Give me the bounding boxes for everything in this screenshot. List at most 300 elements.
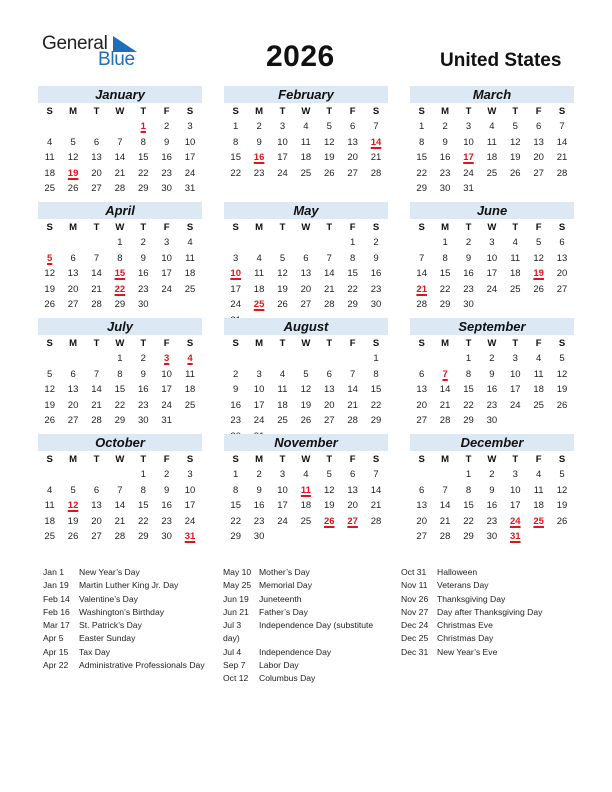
day-cell: 25 xyxy=(184,283,196,295)
day-cell: 20 xyxy=(416,515,427,527)
day-cell: 10 xyxy=(509,484,521,496)
day-cell: 18 xyxy=(300,152,312,163)
weekday-label: S xyxy=(418,338,425,349)
day-cell: 18 xyxy=(277,399,288,411)
month-header: May xyxy=(224,202,388,219)
weekday-label: W xyxy=(115,454,125,465)
day-cell: 28 xyxy=(91,299,102,310)
holiday-date: Dec 31 xyxy=(401,646,429,657)
day-cell: 3 xyxy=(164,237,170,248)
day-cell: 4 xyxy=(536,353,542,364)
day-cell: 16 xyxy=(230,399,241,411)
weekday-label: T xyxy=(279,222,286,233)
day-cell: 31 xyxy=(463,183,474,194)
empty-cell xyxy=(247,235,270,251)
empty-cell xyxy=(433,467,456,483)
weekday-label: F xyxy=(349,106,356,117)
day-cell: 12 xyxy=(323,484,335,496)
day-grid xyxy=(224,351,388,444)
holiday-list-item xyxy=(223,566,373,579)
day-cell: 10 xyxy=(486,252,498,264)
day-cell: 21 xyxy=(370,500,382,511)
day-cell: 9 xyxy=(164,136,170,148)
year-title: 2026 xyxy=(266,40,335,73)
day-cell: 25 xyxy=(486,167,498,179)
month-header: September xyxy=(410,318,574,335)
day-cell: 8 xyxy=(140,484,146,496)
day-cell: 23 xyxy=(486,515,498,527)
day-cell: 3 xyxy=(512,353,518,364)
day-cell: 30 xyxy=(486,531,498,542)
weekday-label: T xyxy=(140,454,147,465)
day-cell: 19 xyxy=(44,399,55,411)
day-cell: 11 xyxy=(254,268,265,279)
empty-cell xyxy=(85,235,108,251)
day-cell: 24 xyxy=(230,299,241,310)
day-cell: 2 xyxy=(465,237,472,248)
holiday-name: Thanksgiving Day xyxy=(437,593,506,604)
day-cell: 20 xyxy=(91,515,102,527)
holiday-day-cell: 5 xyxy=(47,252,53,264)
holiday-date: Nov 27 xyxy=(401,606,429,617)
day-cell: 30 xyxy=(161,531,172,542)
holiday-date: Nov 26 xyxy=(401,593,429,604)
weekday-label: S xyxy=(186,222,194,233)
day-cell: 6 xyxy=(536,121,542,132)
day-cell: 5 xyxy=(559,353,565,364)
weekday-label: M xyxy=(441,454,450,465)
day-grid xyxy=(38,467,202,545)
day-cell: 22 xyxy=(347,283,358,295)
country-title: United States xyxy=(440,50,562,71)
day-cell: 20 xyxy=(556,268,568,279)
day-cell: 13 xyxy=(300,268,312,279)
day-cell: 15 xyxy=(114,384,126,395)
empty-cell xyxy=(247,351,270,367)
weekday-label: W xyxy=(301,454,311,465)
day-cell: 4 xyxy=(256,252,262,264)
weekday-label: S xyxy=(418,454,425,465)
holiday-list-item xyxy=(401,646,542,659)
day-cell: 26 xyxy=(300,415,312,426)
holiday-name: New Year’s Eve xyxy=(437,646,498,657)
holiday-list-item xyxy=(401,606,542,619)
day-cell: 23 xyxy=(486,399,498,411)
holiday-day-cell: 31 xyxy=(184,531,196,542)
day-cell: 24 xyxy=(184,167,196,179)
general-blue-logo xyxy=(42,33,142,73)
day-cell: 15 xyxy=(347,268,358,279)
holiday-day-cell: 27 xyxy=(347,515,358,527)
day-cell: 19 xyxy=(556,500,568,511)
day-cell: 22 xyxy=(439,283,451,295)
day-cell: 22 xyxy=(137,515,149,527)
weekday-label: T xyxy=(512,106,519,117)
day-cell: 11 xyxy=(44,152,55,163)
weekday-label: S xyxy=(232,222,239,233)
holiday-name: Tax Day xyxy=(79,646,111,657)
day-cell: 12 xyxy=(556,484,568,496)
weekday-label: S xyxy=(418,106,425,117)
day-cell: 13 xyxy=(556,252,568,264)
day-cell: 22 xyxy=(230,167,241,179)
day-cell: 2 xyxy=(256,469,262,480)
holiday-name: Easter Sunday xyxy=(79,633,136,644)
holiday-list-column xyxy=(43,566,205,672)
holiday-date: Jun 21 xyxy=(223,606,249,617)
day-cell: 8 xyxy=(117,252,123,264)
weekday-label: W xyxy=(487,106,497,117)
month-december xyxy=(410,434,574,545)
day-cell: 14 xyxy=(114,152,126,163)
weekday-label: F xyxy=(349,454,356,465)
day-cell: 1 xyxy=(233,121,239,132)
holiday-day-cell: 7 xyxy=(442,368,448,380)
day-cell: 26 xyxy=(67,183,79,194)
day-cell: 21 xyxy=(114,515,126,527)
day-cell: 29 xyxy=(114,299,126,310)
day-cell: 12 xyxy=(323,136,335,148)
day-cell: 9 xyxy=(164,484,170,496)
day-cell: 14 xyxy=(556,136,568,148)
holiday-date: Jan 1 xyxy=(43,567,65,577)
weekday-label: T xyxy=(512,222,519,233)
day-cell: 2 xyxy=(256,121,262,132)
day-cell: 20 xyxy=(323,399,335,411)
day-cell: 16 xyxy=(137,268,149,279)
holiday-date: Feb 14 xyxy=(43,593,70,604)
holiday-list-column xyxy=(223,566,373,686)
weekday-label: S xyxy=(232,454,239,465)
day-cell: 14 xyxy=(439,384,451,395)
day-cell: 23 xyxy=(137,283,149,295)
weekday-header-row xyxy=(224,337,388,351)
day-cell: 24 xyxy=(184,515,196,527)
day-cell: 10 xyxy=(463,136,474,148)
holiday-date: Oct 12 xyxy=(223,673,249,684)
day-cell: 8 xyxy=(465,368,472,380)
day-cell: 2 xyxy=(489,353,495,364)
day-cell: 10 xyxy=(184,136,196,148)
empty-cell xyxy=(38,467,61,483)
day-cell: 15 xyxy=(463,500,474,511)
day-cell: 1 xyxy=(140,469,146,480)
weekday-label: T xyxy=(326,222,333,233)
weekday-label: S xyxy=(46,338,53,349)
day-cell: 14 xyxy=(114,500,126,511)
day-cell: 6 xyxy=(419,368,425,380)
day-cell: 29 xyxy=(114,415,126,426)
day-cell: 17 xyxy=(161,268,172,279)
day-cell: 17 xyxy=(277,152,288,163)
empty-cell xyxy=(318,235,341,251)
weekday-label: M xyxy=(69,338,78,349)
day-cell: 25 xyxy=(277,415,288,426)
weekday-header-row xyxy=(410,337,574,351)
holiday-date: Jul 3 xyxy=(223,620,242,631)
empty-cell xyxy=(271,351,294,367)
day-cell: 16 xyxy=(161,152,172,163)
month-header: January xyxy=(38,86,202,103)
empty-cell xyxy=(410,235,433,251)
holiday-day-cell: 25 xyxy=(533,515,544,527)
weekday-label: T xyxy=(93,222,100,233)
day-cell: 25 xyxy=(300,515,312,527)
weekday-label: M xyxy=(441,106,450,117)
day-cell: 7 xyxy=(117,484,123,496)
empty-cell xyxy=(85,351,108,367)
holiday-day-cell: 26 xyxy=(323,515,335,527)
day-cell: 20 xyxy=(300,283,312,295)
day-cell: 14 xyxy=(347,384,358,395)
day-grid xyxy=(38,119,202,197)
day-cell: 5 xyxy=(70,484,76,496)
day-cell: 16 xyxy=(370,268,382,279)
day-cell: 7 xyxy=(373,469,379,480)
day-cell: 4 xyxy=(279,368,286,380)
day-cell: 1 xyxy=(373,353,379,364)
weekday-label: M xyxy=(255,222,264,233)
holiday-list-item xyxy=(43,593,205,606)
day-cell: 15 xyxy=(439,268,451,279)
holiday-date: Jan 19 xyxy=(43,580,69,591)
weekday-label: F xyxy=(163,454,170,465)
day-cell: 7 xyxy=(326,252,332,264)
day-cell: 27 xyxy=(67,415,79,426)
holiday-name: Christmas Day xyxy=(437,633,494,644)
day-cell: 18 xyxy=(184,268,196,279)
empty-cell xyxy=(38,235,61,251)
day-cell: 16 xyxy=(439,152,451,163)
day-cell: 28 xyxy=(416,299,427,310)
day-cell: 4 xyxy=(536,469,542,480)
day-cell: 2 xyxy=(233,368,239,380)
weekday-header-row xyxy=(38,105,202,119)
day-cell: 4 xyxy=(303,121,309,132)
day-cell: 26 xyxy=(556,399,568,411)
day-cell: 1 xyxy=(465,469,472,480)
holiday-name: Independence Day (substitute xyxy=(259,620,374,631)
day-cell: 8 xyxy=(233,484,239,496)
weekday-label: M xyxy=(69,454,78,465)
weekday-label: F xyxy=(163,338,170,349)
weekday-label: S xyxy=(186,338,194,349)
day-cell: 24 xyxy=(486,283,498,295)
weekday-label: T xyxy=(93,106,100,117)
day-cell: 26 xyxy=(67,531,79,542)
weekday-label: T xyxy=(140,222,147,233)
day-cell: 11 xyxy=(533,484,544,496)
day-cell: 22 xyxy=(230,515,241,527)
weekday-label: T xyxy=(465,338,472,349)
weekday-label: F xyxy=(163,222,170,233)
day-cell: 13 xyxy=(91,152,102,163)
day-cell: 23 xyxy=(161,167,172,179)
day-cell: 12 xyxy=(44,268,55,279)
day-cell: 30 xyxy=(486,415,498,426)
day-cell: 3 xyxy=(512,469,518,480)
day-cell: 5 xyxy=(326,121,332,132)
weekday-label: F xyxy=(163,106,170,117)
holiday-name: St. Patrick’s Day xyxy=(79,620,142,631)
holiday-list-item xyxy=(401,632,542,645)
holiday-list-item xyxy=(43,646,205,659)
day-cell: 28 xyxy=(114,183,126,194)
holiday-list-item xyxy=(223,619,373,632)
holiday-name: Washington’s Birthday xyxy=(79,606,165,617)
day-cell: 6 xyxy=(559,237,565,248)
day-cell: 6 xyxy=(350,469,356,480)
day-cell: 8 xyxy=(465,484,472,496)
day-cell: 3 xyxy=(187,469,193,480)
day-grid xyxy=(224,467,388,545)
day-cell: 13 xyxy=(323,384,335,395)
day-cell: 6 xyxy=(303,252,309,264)
day-cell: 9 xyxy=(256,484,262,496)
day-cell: 17 xyxy=(486,268,498,279)
day-cell: 19 xyxy=(277,283,288,295)
weekday-label: S xyxy=(46,454,53,465)
day-cell: 17 xyxy=(230,283,241,295)
day-cell: 31 xyxy=(161,415,172,426)
holiday-list-column xyxy=(401,566,542,659)
day-cell: 3 xyxy=(256,368,262,380)
day-cell: 22 xyxy=(416,167,427,179)
day-cell: 31 xyxy=(184,183,196,194)
day-cell: 4 xyxy=(47,136,53,148)
day-cell: 23 xyxy=(137,399,149,411)
day-cell: 2 xyxy=(373,237,379,248)
day-cell: 7 xyxy=(559,121,565,132)
weekday-label: S xyxy=(372,222,380,233)
day-cell: 3 xyxy=(489,237,495,248)
day-cell: 8 xyxy=(233,136,239,148)
day-cell: 12 xyxy=(300,384,312,395)
day-cell: 28 xyxy=(439,415,451,426)
empty-cell xyxy=(271,235,294,251)
day-cell: 11 xyxy=(533,368,544,380)
holiday-name: Day after Thanksgiving Day xyxy=(437,606,543,617)
day-cell: 19 xyxy=(300,399,312,411)
day-cell: 6 xyxy=(326,368,332,380)
empty-cell xyxy=(410,467,433,483)
day-cell: 24 xyxy=(161,283,172,295)
logo-text-general: General xyxy=(42,33,108,54)
day-grid xyxy=(38,235,202,313)
day-cell: 7 xyxy=(93,252,100,264)
day-cell: 28 xyxy=(556,167,568,179)
day-cell: 22 xyxy=(114,399,126,411)
day-cell: 30 xyxy=(370,299,382,310)
day-cell: 9 xyxy=(140,368,146,380)
weekday-label: S xyxy=(558,106,566,117)
day-cell: 11 xyxy=(486,136,497,148)
holiday-list-item xyxy=(223,646,373,659)
empty-cell xyxy=(318,351,341,367)
holiday-date: Nov 11 xyxy=(401,580,428,591)
day-cell: 1 xyxy=(117,237,123,248)
day-cell: 3 xyxy=(279,469,286,480)
day-cell: 28 xyxy=(439,531,451,542)
day-cell: 24 xyxy=(277,515,288,527)
day-cell: 28 xyxy=(114,531,126,542)
day-cell: 7 xyxy=(350,368,356,380)
day-cell: 13 xyxy=(533,136,544,148)
day-cell: 3 xyxy=(279,121,286,132)
holiday-day-cell: 31 xyxy=(509,531,521,542)
day-cell: 15 xyxy=(416,152,427,163)
day-cell: 4 xyxy=(47,484,53,496)
holiday-day-cell: 24 xyxy=(509,515,521,527)
holiday-name: New Year’s Day xyxy=(79,567,140,577)
day-cell: 2 xyxy=(442,121,448,132)
day-cell: 18 xyxy=(253,283,265,295)
day-cell: 9 xyxy=(442,136,448,148)
holiday-date: Feb 16 xyxy=(43,606,70,617)
day-cell: 24 xyxy=(253,415,265,426)
holiday-list-item xyxy=(43,566,205,579)
day-cell: 16 xyxy=(486,384,498,395)
day-cell: 22 xyxy=(463,515,474,527)
weekday-label: W xyxy=(115,338,125,349)
empty-cell xyxy=(61,467,84,483)
day-cell: 14 xyxy=(91,268,102,279)
weekday-header-row xyxy=(224,453,388,467)
day-cell: 15 xyxy=(137,500,149,511)
weekday-header-row xyxy=(38,221,202,235)
day-cell: 5 xyxy=(559,469,565,480)
day-cell: 23 xyxy=(253,515,265,527)
day-cell: 18 xyxy=(486,152,498,163)
month-header: July xyxy=(38,318,202,335)
holiday-date: Apr 22 xyxy=(43,660,69,671)
day-grid xyxy=(224,119,388,181)
holiday-list-item xyxy=(401,619,542,632)
day-cell: 15 xyxy=(230,152,241,163)
day-cell: 29 xyxy=(137,183,149,194)
day-cell: 5 xyxy=(512,121,518,132)
day-cell: 5 xyxy=(47,368,53,380)
day-cell: 7 xyxy=(117,136,123,148)
day-cell: 4 xyxy=(303,469,309,480)
day-cell: 27 xyxy=(347,167,358,179)
day-cell: 13 xyxy=(416,500,427,511)
day-cell: 27 xyxy=(67,299,79,310)
day-cell: 8 xyxy=(442,252,448,264)
holiday-date: Dec 25 xyxy=(401,633,429,644)
holiday-date: Sep 7 xyxy=(223,660,246,671)
day-cell: 9 xyxy=(373,252,379,264)
holiday-name: Martin Luther King Jr. Day xyxy=(79,580,179,591)
holiday-day-cell: 16 xyxy=(253,152,265,163)
empty-cell xyxy=(294,235,317,251)
holiday-date: May 25 xyxy=(223,580,252,591)
day-cell: 22 xyxy=(137,167,149,179)
holiday-name: Labor Day xyxy=(259,660,299,671)
holiday-list-item xyxy=(401,566,542,579)
day-cell: 20 xyxy=(347,500,358,511)
day-grid xyxy=(410,467,574,545)
day-cell: 30 xyxy=(137,415,149,426)
day-cell: 27 xyxy=(416,415,427,426)
month-header: March xyxy=(410,86,574,103)
day-cell: 6 xyxy=(419,484,425,496)
holiday-day-cell: 12 xyxy=(67,500,79,511)
day-cell: 21 xyxy=(347,399,358,411)
month-january xyxy=(38,86,202,197)
day-cell: 11 xyxy=(510,252,521,264)
day-cell: 9 xyxy=(256,136,262,148)
